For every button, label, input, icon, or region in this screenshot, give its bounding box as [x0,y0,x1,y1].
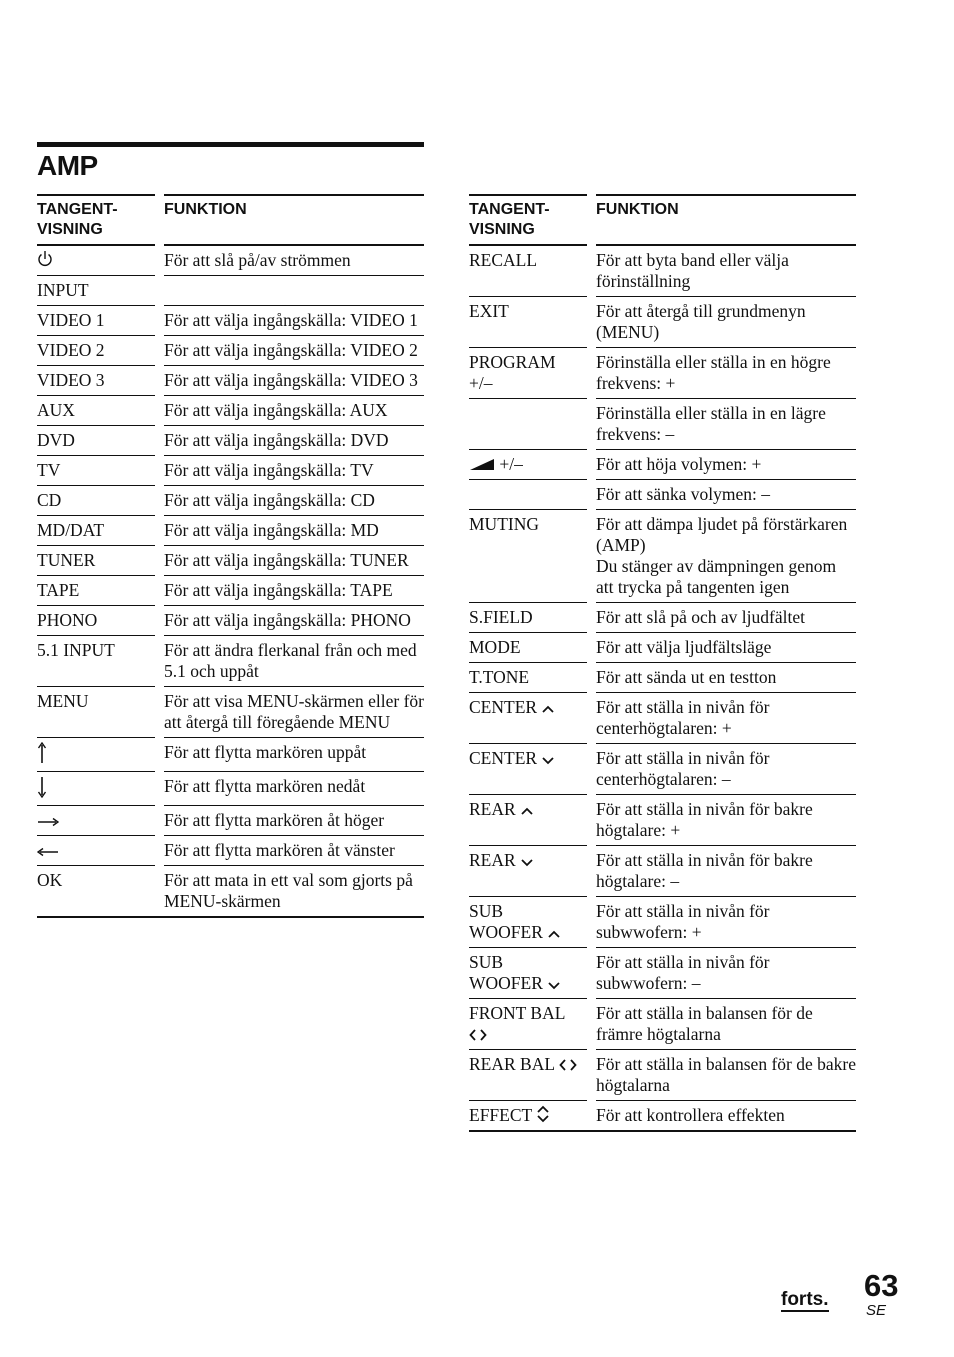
key-text: OK [37,870,63,890]
chevron-left-right-icon [469,1024,487,1044]
table-row [469,693,856,744]
function-text: För att välja ingångskälla: AUX [164,400,388,420]
key-label [469,744,587,795]
key-label [469,693,587,744]
function-text: För att välja ingångskälla: PHONO [164,610,411,630]
key-label [37,336,155,366]
key-label [469,510,587,603]
function-text: För att flytta markören nedåt [164,776,366,796]
key-label [37,246,155,276]
table-row [37,636,424,687]
function-text: För att dämpa ljudet på förstärkaren (AMP) Du stänger av dämpningen genom att trycka på tangenten igen [596,514,848,597]
key-label [37,772,155,806]
function-description [164,276,424,306]
function-description [596,1101,856,1132]
table-row [37,366,424,396]
function-description [164,836,424,866]
key-text: 5.1 INPUT [37,640,115,660]
key-text: PROGRAM +/– [469,352,556,393]
table-row [37,687,424,738]
function-text: För att sända ut en testton [596,667,777,687]
key-label [469,480,587,510]
key-label [469,663,587,693]
table-row [469,246,856,297]
key-text: EXIT [469,301,509,321]
function-description [596,450,856,480]
table-row [469,297,856,348]
function-description [164,336,424,366]
table-row [37,738,424,772]
column-header-key: TANGENT- VISNING [469,194,587,246]
function-text: För att kontrollera effekten [596,1105,785,1125]
function-description [164,396,424,426]
column-header-key: TANGENT- VISNING [37,194,155,246]
function-description [164,486,424,516]
key-label [469,603,587,633]
function-description [596,744,856,795]
function-description [596,897,856,948]
function-description [596,297,856,348]
function-text: För att ställa in balansen för de främre högtalarna [596,1003,813,1044]
key-label [37,486,155,516]
key-label [469,399,587,450]
arrow-right-icon [37,810,59,830]
function-text: För att välja ingångskälla: VIDEO 2 [164,340,418,360]
key-label [37,636,155,687]
function-text: För att ställa in balansen för de bakre högtalarna [596,1054,856,1095]
key-text: INPUT [37,280,89,300]
key-label [37,516,155,546]
function-text: Förinställa eller ställa in en högre frekvens: + [596,352,831,393]
key-text: PHONO [37,610,98,630]
volume-icon [469,454,495,474]
function-description [596,633,856,663]
page-language: SE [866,1302,887,1319]
table-row [37,606,424,636]
function-description [164,426,424,456]
key-label [37,806,155,836]
key-text: VIDEO 3 [37,370,105,390]
chevron-up-icon [547,922,561,942]
key-label [469,846,587,897]
arrow-down-icon [37,780,47,800]
chevron-up-icon [520,799,534,819]
table-row [37,516,424,546]
function-description [596,948,856,999]
key-label [37,366,155,396]
arrow-left-icon [37,840,59,860]
function-description [164,636,424,687]
table-row [37,396,424,426]
function-description [596,399,856,450]
function-description [596,246,856,297]
key-label [469,1050,587,1101]
key-text: VIDEO 2 [37,340,105,360]
function-description [596,510,856,603]
key-label [37,738,155,772]
key-label [37,396,155,426]
table-row [37,772,424,806]
function-text: Förinställa eller ställa in en lägre frekvens: – [596,403,826,444]
function-description [164,806,424,836]
function-text: För att ställa in nivån för centerhögtalaren: + [596,697,770,738]
function-text: För att välja ingångskälla: VIDEO 1 [164,310,418,330]
key-label [469,999,587,1050]
key-label [37,306,155,336]
key-label [37,546,155,576]
key-label [469,450,587,480]
key-text: REAR [469,799,516,819]
function-text: För att flytta markören åt vänster [164,840,395,860]
table-row [37,866,424,918]
section-rule [37,142,424,147]
function-description [596,663,856,693]
table-row [469,744,856,795]
function-text: För att ställa in nivån för bakre högtalare: + [596,799,813,840]
key-label [469,795,587,846]
key-label [469,948,587,999]
arrow-up-icon [37,746,47,766]
function-description [596,846,856,897]
key-label [37,426,155,456]
function-description [164,516,424,546]
column-header-function: FUNKTION [596,194,856,246]
function-text: För att välja ingångskälla: VIDEO 3 [164,370,418,390]
function-description [164,606,424,636]
key-text: MD/DAT [37,520,105,540]
key-text: S.FIELD [469,607,533,627]
function-text: För att slå på och av ljudfältet [596,607,805,627]
function-description [164,456,424,486]
function-description [164,738,424,772]
section-title: AMP [37,150,98,181]
page-number: 63 [864,1268,899,1303]
function-text: För att välja ingångskälla: TUNER [164,550,409,570]
key-table-left [37,194,424,918]
table-row [37,306,424,336]
key-text: VIDEO 1 [37,310,105,330]
key-text: MENU [37,691,89,711]
function-description [164,366,424,396]
key-text: MODE [469,637,521,657]
function-text: För att byta band eller välja förinställning [596,250,789,291]
function-text: För att ställa in nivån för bakre högtalare: – [596,850,813,891]
function-description [596,480,856,510]
table-row [37,836,424,866]
key-label [469,1101,587,1132]
key-text: EFFECT [469,1105,532,1125]
function-text: För att ställa in nivån för centerhögtalaren: – [596,748,770,789]
function-description [596,603,856,633]
table-row [469,399,856,450]
key-text: T.TONE [469,667,530,687]
function-text: För att välja ingångskälla: TV [164,460,374,480]
table-row [37,456,424,486]
function-text: För att välja ingångskälla: MD [164,520,379,540]
key-label [469,633,587,663]
key-text: MUTING [469,514,539,534]
key-text: TAPE [37,580,80,600]
table-row [469,663,856,693]
table-row [469,480,856,510]
chevron-down-icon [520,850,534,870]
key-text: REAR BAL [469,1054,555,1074]
chevron-up-icon [541,697,555,717]
key-label [37,576,155,606]
function-text: För att välja ljudfältsläge [596,637,772,657]
key-label [37,276,155,306]
function-text: För att återgå till grundmenyn (MENU) [596,301,806,342]
key-text: CENTER [469,697,538,717]
key-text: SUB WOOFER [469,952,543,993]
function-description [596,348,856,399]
key-text: FRONT BAL [469,1003,566,1023]
table-row [469,999,856,1050]
chevron-down-icon [541,748,555,768]
function-description [164,546,424,576]
key-text: CENTER [469,748,538,768]
function-text: För att visa MENU-skärmen eller för att återgå till föregående MENU [164,691,424,732]
key-table-right [469,194,856,1132]
function-text: För att mata in ett val som gjorts på MENU-skärmen [164,870,413,911]
key-text: +/– [499,454,523,474]
chevron-up-down-icon [536,1105,550,1125]
table-row [37,576,424,606]
table-row [37,246,424,276]
table-row [469,1101,856,1132]
function-description [164,866,424,918]
table-row [469,633,856,663]
key-label [37,687,155,738]
key-text: SUB WOOFER [469,901,543,942]
chevron-left-right-icon [559,1054,577,1074]
key-label [37,836,155,866]
function-text: För att flytta markören åt höger [164,810,385,830]
table-row [469,510,856,603]
function-description [164,772,424,806]
function-description [596,693,856,744]
table-row [37,486,424,516]
key-text: RECALL [469,250,538,270]
function-text: För att slå på/av strömmen [164,250,351,270]
table-row [469,948,856,999]
column-header-function: FUNKTION [164,194,424,246]
chevron-down-icon [547,973,561,993]
key-label [469,246,587,297]
function-description [596,999,856,1050]
key-label [37,606,155,636]
function-text: För att ställa in nivån för subwwofern: + [596,901,770,942]
function-text: För att ställa in nivån för subwwofern: – [596,952,770,993]
continued-label: forts. [781,1289,829,1310]
key-text: CD [37,490,62,510]
function-text: För att sänka volymen: – [596,484,771,504]
function-text: För att höja volymen: + [596,454,762,474]
key-text: DVD [37,430,75,450]
key-label [37,866,155,918]
key-text: TV [37,460,61,480]
table-row [469,1050,856,1101]
table-row [469,348,856,399]
function-text: För att flytta markören uppåt [164,742,367,762]
function-text: För att ändra flerkanal från och med 5.1 och uppåt [164,640,417,681]
key-label [469,897,587,948]
key-label [37,456,155,486]
function-description [164,687,424,738]
function-description [164,306,424,336]
function-text: För att välja ingångskälla: TAPE [164,580,393,600]
key-text: AUX [37,400,75,420]
table-row [37,806,424,836]
function-description [596,795,856,846]
table-row [37,276,424,306]
table-row [469,897,856,948]
table-row [37,546,424,576]
function-description [596,1050,856,1101]
table-row [37,426,424,456]
function-text: För att välja ingångskälla: DVD [164,430,389,450]
table-row [469,450,856,480]
key-text: TUNER [37,550,96,570]
key-text: REAR [469,850,516,870]
function-description [164,246,424,276]
key-label [469,348,587,399]
table-row [469,846,856,897]
function-text: För att välja ingångskälla: CD [164,490,375,510]
table-row [37,336,424,366]
key-label [469,297,587,348]
table-row [469,603,856,633]
table-row [469,795,856,846]
function-description [164,576,424,606]
power-icon [37,250,53,270]
